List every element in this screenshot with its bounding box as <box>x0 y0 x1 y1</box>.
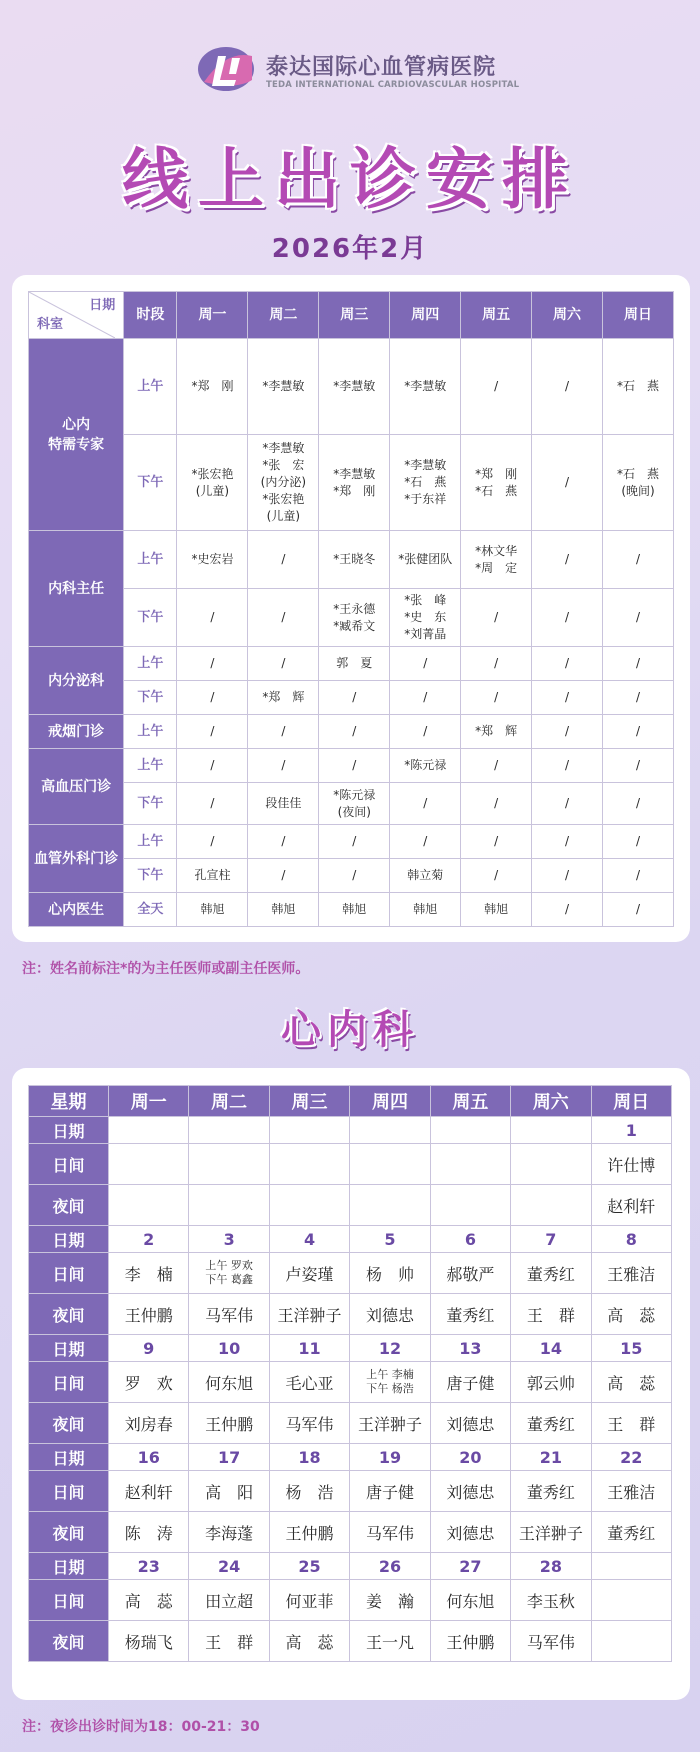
table-row <box>29 749 674 783</box>
schedule-cell: *王晓冬 <box>319 531 390 589</box>
date-cell: 3 <box>189 1226 269 1253</box>
schedule-cell: *李慧敏 *张 宏 (内分泌) *张宏艳 (儿童) <box>248 435 319 531</box>
night-shift-cell: 王仲鹏 <box>109 1294 189 1335</box>
department-label: 内科主任 <box>29 531 124 647</box>
schedule-cell: / <box>461 589 532 647</box>
hospital-logo-icon <box>196 44 260 94</box>
schedule-cell: *张 峰 *史 东 *刘菁晶 <box>390 589 461 647</box>
day-shift-row <box>29 1362 672 1403</box>
schedule-cell: / <box>603 681 674 715</box>
schedule-cell: / <box>532 859 603 893</box>
date-cell: 19 <box>350 1444 430 1471</box>
cardiology-calendar-table <box>28 1085 672 1662</box>
night-shift-cell: 王一凡 <box>350 1621 430 1662</box>
schedule-cell: 郭 夏 <box>319 647 390 681</box>
schedule-cell: / <box>177 589 248 647</box>
schedule-cell: / <box>319 681 390 715</box>
schedule-cell: / <box>177 647 248 681</box>
night-shift-label: 夜间 <box>29 1294 109 1335</box>
date-cell: 17 <box>189 1444 269 1471</box>
time-slot-label: 上午 <box>124 531 177 589</box>
department-label: 内分泌科 <box>29 647 124 715</box>
date-cell: 20 <box>430 1444 510 1471</box>
date-label: 日期 <box>29 1226 109 1253</box>
night-shift-cell: 王洋翀子 <box>511 1512 591 1553</box>
day-shift-row <box>29 1471 672 1512</box>
day-shift-label: 日间 <box>29 1580 109 1621</box>
date-row <box>29 1444 672 1471</box>
day-shift-cell: 郝敬严 <box>430 1253 510 1294</box>
date-cell: 18 <box>269 1444 349 1471</box>
schedule-cell: / <box>532 647 603 681</box>
schedule-cell: / <box>248 647 319 681</box>
date-row <box>29 1226 672 1253</box>
night-shift-cell: 王 群 <box>189 1621 269 1662</box>
table-corner-header <box>29 292 124 339</box>
table-row <box>29 647 674 681</box>
schedule-cell: / <box>603 531 674 589</box>
time-slot-label: 全天 <box>124 893 177 927</box>
day-shift-cell: 田立超 <box>189 1580 269 1621</box>
night-shift-cell: 杨瑞飞 <box>109 1621 189 1662</box>
schedule-cell: 孔宣柱 <box>177 859 248 893</box>
schedule-cell: / <box>177 715 248 749</box>
night-shift-cell: 高 蕊 <box>591 1294 671 1335</box>
schedule-cell: / <box>177 681 248 715</box>
day-shift-cell: 杨 帅 <box>350 1253 430 1294</box>
day-shift-cell: 李 楠 <box>109 1253 189 1294</box>
date-cell: 4 <box>269 1226 349 1253</box>
table-row <box>29 893 674 927</box>
date-cell: 24 <box>189 1553 269 1580</box>
night-shift-cell: 王洋翀子 <box>350 1403 430 1444</box>
schedule-cell: *郑 辉 <box>461 715 532 749</box>
day-shift-cell: 高 蕊 <box>591 1362 671 1403</box>
day-shift-row <box>29 1144 672 1185</box>
day-shift-cell: 何亚菲 <box>269 1580 349 1621</box>
date-cell <box>511 1117 591 1144</box>
night-shift-cell: 王 群 <box>511 1294 591 1335</box>
footnote-chief-physician: 注：姓名前标注*的为主任医师或副主任医师。 <box>22 961 310 977</box>
column-header-wed: 周三 <box>269 1086 349 1117</box>
schedule-cell: / <box>603 647 674 681</box>
day-shift-cell: 上午 李楠 下午 杨浩 <box>350 1362 430 1403</box>
night-shift-cell <box>189 1185 269 1226</box>
schedule-cell: *李慧敏 <box>390 339 461 435</box>
day-shift-cell: 何东旭 <box>189 1362 269 1403</box>
day-shift-cell: 姜 瀚 <box>350 1580 430 1621</box>
day-shift-cell <box>350 1144 430 1185</box>
schedule-cell: / <box>177 783 248 825</box>
day-shift-cell: 刘德忠 <box>430 1471 510 1512</box>
schedule-cell: 韩旭 <box>390 893 461 927</box>
schedule-cell: / <box>603 825 674 859</box>
department-label: 戒烟门诊 <box>29 715 124 749</box>
day-shift-cell: 卢姿瑾 <box>269 1253 349 1294</box>
day-shift-cell: 郭云帅 <box>511 1362 591 1403</box>
hospital-name-cn: 泰达国际心血管病医院 <box>266 55 497 80</box>
time-slot-label: 下午 <box>124 589 177 647</box>
night-shift-cell <box>430 1185 510 1226</box>
night-shift-cell: 马军伟 <box>350 1512 430 1553</box>
date-label: 日期 <box>29 1117 109 1144</box>
date-cell: 16 <box>109 1444 189 1471</box>
outpatient-schedule-card <box>12 275 690 942</box>
table-row <box>29 681 674 715</box>
time-slot-label: 上午 <box>124 339 177 435</box>
night-shift-cell: 陈 涛 <box>109 1512 189 1553</box>
day-shift-cell: 上午 罗欢 下午 葛鑫 <box>189 1253 269 1294</box>
schedule-cell: / <box>461 749 532 783</box>
night-shift-cell: 董秀红 <box>511 1403 591 1444</box>
schedule-cell: / <box>390 825 461 859</box>
day-shift-cell: 唐子健 <box>350 1471 430 1512</box>
schedule-cell: / <box>177 825 248 859</box>
date-cell <box>189 1117 269 1144</box>
date-cell: 10 <box>189 1335 269 1362</box>
table-row <box>29 859 674 893</box>
night-shift-cell: 刘德忠 <box>430 1512 510 1553</box>
schedule-cell: / <box>248 825 319 859</box>
schedule-cell: *石 燕 (晚间) <box>603 435 674 531</box>
schedule-cell: / <box>390 715 461 749</box>
date-label: 日期 <box>29 1335 109 1362</box>
schedule-cell: *王永德 *臧希文 <box>319 589 390 647</box>
date-cell: 23 <box>109 1553 189 1580</box>
day-shift-cell: 董秀红 <box>511 1253 591 1294</box>
date-cell: 8 <box>591 1226 671 1253</box>
date-cell: 26 <box>350 1553 430 1580</box>
schedule-cell: *郑 刚 *石 燕 <box>461 435 532 531</box>
schedule-cell: *郑 辉 <box>248 681 319 715</box>
schedule-cell: / <box>248 589 319 647</box>
date-cell: 14 <box>511 1335 591 1362</box>
date-row <box>29 1117 672 1144</box>
column-header-mon: 周一 <box>177 292 248 339</box>
day-shift-cell: 王雅洁 <box>591 1471 671 1512</box>
day-shift-row <box>29 1253 672 1294</box>
time-slot-label: 下午 <box>124 859 177 893</box>
day-shift-cell: 唐子健 <box>430 1362 510 1403</box>
schedule-cell: / <box>603 589 674 647</box>
schedule-cell: / <box>532 893 603 927</box>
date-cell <box>109 1117 189 1144</box>
corner-dept-label: 科室 <box>37 317 64 332</box>
night-shift-cell: 李海蓬 <box>189 1512 269 1553</box>
column-header-slot: 时段 <box>124 292 177 339</box>
schedule-cell: 段佳佳 <box>248 783 319 825</box>
time-slot-label: 下午 <box>124 783 177 825</box>
night-shift-cell: 刘德忠 <box>350 1294 430 1335</box>
night-shift-cell: 王仲鹏 <box>189 1403 269 1444</box>
schedule-cell: / <box>461 783 532 825</box>
date-cell: 12 <box>350 1335 430 1362</box>
night-shift-cell: 刘德忠 <box>430 1403 510 1444</box>
column-header-sun: 周日 <box>603 292 674 339</box>
schedule-cell: / <box>248 715 319 749</box>
time-slot-label: 上午 <box>124 825 177 859</box>
night-shift-row <box>29 1294 672 1335</box>
schedule-cell: / <box>603 859 674 893</box>
schedule-cell: *陈元禄 (夜间) <box>319 783 390 825</box>
date-cell: 11 <box>269 1335 349 1362</box>
day-shift-cell: 杨 浩 <box>269 1471 349 1512</box>
department-label: 心内医生 <box>29 893 124 927</box>
page-header <box>0 0 700 264</box>
night-shift-cell: 马军伟 <box>511 1621 591 1662</box>
night-shift-cell <box>109 1185 189 1226</box>
column-header-sun: 周日 <box>591 1086 671 1117</box>
column-header-fri: 周五 <box>461 292 532 339</box>
schedule-cell: / <box>319 825 390 859</box>
schedule-cell: 韩旭 <box>248 893 319 927</box>
day-shift-row <box>29 1580 672 1621</box>
schedule-cell: / <box>461 339 532 435</box>
date-cell <box>591 1553 671 1580</box>
column-header-tue: 周二 <box>189 1086 269 1117</box>
date-cell: 15 <box>591 1335 671 1362</box>
column-header-weekday-label: 星期 <box>29 1086 109 1117</box>
date-row <box>29 1553 672 1580</box>
night-shift-cell: 董秀红 <box>430 1294 510 1335</box>
department-label: 高血压门诊 <box>29 749 124 825</box>
night-shift-cell: 王仲鹏 <box>269 1512 349 1553</box>
time-slot-label: 下午 <box>124 435 177 531</box>
schedule-cell: / <box>603 783 674 825</box>
night-shift-cell <box>591 1621 671 1662</box>
night-shift-cell: 刘房春 <box>109 1403 189 1444</box>
corner-date-label: 日期 <box>89 298 116 313</box>
day-shift-cell: 许仕博 <box>591 1144 671 1185</box>
day-shift-cell <box>109 1144 189 1185</box>
time-slot-label: 上午 <box>124 647 177 681</box>
column-header-tue: 周二 <box>248 292 319 339</box>
date-cell <box>350 1117 430 1144</box>
day-shift-cell: 赵利轩 <box>109 1471 189 1512</box>
table-row <box>29 783 674 825</box>
night-shift-cell <box>350 1185 430 1226</box>
day-shift-cell: 毛心亚 <box>269 1362 349 1403</box>
schedule-cell: / <box>390 783 461 825</box>
date-row <box>29 1335 672 1362</box>
day-shift-cell: 高 蕊 <box>109 1580 189 1621</box>
day-shift-cell <box>511 1144 591 1185</box>
column-header-thu: 周四 <box>390 292 461 339</box>
table-row <box>29 531 674 589</box>
day-shift-label: 日间 <box>29 1144 109 1185</box>
night-shift-cell: 马军伟 <box>269 1403 349 1444</box>
time-slot-label: 上午 <box>124 715 177 749</box>
cardiology-schedule-card <box>12 1068 690 1700</box>
day-shift-label: 日间 <box>29 1253 109 1294</box>
day-shift-label: 日间 <box>29 1362 109 1403</box>
schedule-cell: *李慧敏 *石 燕 *于东祥 <box>390 435 461 531</box>
date-cell: 6 <box>430 1226 510 1253</box>
column-header-fri: 周五 <box>430 1086 510 1117</box>
schedule-cell: / <box>532 681 603 715</box>
night-shift-cell: 高 蕊 <box>269 1621 349 1662</box>
schedule-cell: *张宏艳 (儿童) <box>177 435 248 531</box>
footnote-night-hours: 注：夜诊出诊时间为18：00-21：30 <box>22 1719 260 1735</box>
column-header-thu: 周四 <box>350 1086 430 1117</box>
date-cell: 7 <box>511 1226 591 1253</box>
table-row <box>29 589 674 647</box>
schedule-cell: / <box>603 893 674 927</box>
date-cell: 1 <box>591 1117 671 1144</box>
schedule-cell: / <box>248 531 319 589</box>
date-cell: 28 <box>511 1553 591 1580</box>
date-cell: 2 <box>109 1226 189 1253</box>
night-shift-cell: 王仲鹏 <box>430 1621 510 1662</box>
section-title-cardiology: 心内科 <box>281 1007 419 1053</box>
schedule-cell: / <box>248 749 319 783</box>
day-shift-cell: 董秀红 <box>511 1471 591 1512</box>
day-shift-cell <box>189 1144 269 1185</box>
date-cell <box>430 1117 510 1144</box>
schedule-cell: / <box>532 783 603 825</box>
night-shift-row <box>29 1403 672 1444</box>
schedule-cell: / <box>319 749 390 783</box>
date-cell: 21 <box>511 1444 591 1471</box>
schedule-cell: / <box>603 749 674 783</box>
day-shift-cell: 何东旭 <box>430 1580 510 1621</box>
night-shift-cell: 赵利轩 <box>591 1185 671 1226</box>
schedule-cell: *张健团队 <box>390 531 461 589</box>
schedule-cell: / <box>532 715 603 749</box>
schedule-cell: / <box>461 681 532 715</box>
schedule-cell: 韩立菊 <box>390 859 461 893</box>
date-cell: 27 <box>430 1553 510 1580</box>
schedule-cell: *李慧敏 <box>248 339 319 435</box>
column-header-sat: 周六 <box>532 292 603 339</box>
schedule-cell: *李慧敏 *郑 刚 <box>319 435 390 531</box>
schedule-cell: *林文华 *周 定 <box>461 531 532 589</box>
night-shift-label: 夜间 <box>29 1621 109 1662</box>
schedule-cell: / <box>248 859 319 893</box>
day-shift-cell: 罗 欢 <box>109 1362 189 1403</box>
night-shift-label: 夜间 <box>29 1403 109 1444</box>
table-row <box>29 435 674 531</box>
night-shift-row <box>29 1621 672 1662</box>
schedule-cell: / <box>319 859 390 893</box>
date-cell: 9 <box>109 1335 189 1362</box>
schedule-cell: / <box>532 339 603 435</box>
schedule-cell: / <box>532 531 603 589</box>
day-shift-cell <box>269 1144 349 1185</box>
schedule-cell: *史宏岩 <box>177 531 248 589</box>
day-shift-label: 日间 <box>29 1471 109 1512</box>
schedule-cell: / <box>532 825 603 859</box>
schedule-cell: / <box>461 859 532 893</box>
night-shift-cell: 董秀红 <box>591 1512 671 1553</box>
night-shift-cell <box>269 1185 349 1226</box>
table-row <box>29 715 674 749</box>
schedule-cell: *李慧敏 <box>319 339 390 435</box>
night-shift-cell <box>511 1185 591 1226</box>
night-shift-row <box>29 1185 672 1226</box>
date-cell <box>269 1117 349 1144</box>
date-label: 日期 <box>29 1444 109 1471</box>
department-label: 心内 特需专家 <box>29 339 124 531</box>
schedule-cell: 韩旭 <box>319 893 390 927</box>
date-cell: 5 <box>350 1226 430 1253</box>
night-shift-label: 夜间 <box>29 1185 109 1226</box>
time-slot-label: 上午 <box>124 749 177 783</box>
day-shift-cell: 高 阳 <box>189 1471 269 1512</box>
day-shift-cell: 李玉秋 <box>511 1580 591 1621</box>
night-shift-label: 夜间 <box>29 1512 109 1553</box>
schedule-cell: / <box>603 715 674 749</box>
schedule-cell: / <box>461 825 532 859</box>
schedule-cell: / <box>461 647 532 681</box>
hospital-name-en: TEDA INTERNATIONAL CARDIOVASCULAR HOSPITAL <box>266 80 520 90</box>
schedule-month: 2026年2月 <box>271 234 429 264</box>
column-header-sat: 周六 <box>511 1086 591 1117</box>
schedule-cell: 韩旭 <box>461 893 532 927</box>
outpatient-schedule-table <box>28 291 674 927</box>
day-shift-cell <box>591 1580 671 1621</box>
table-row <box>29 339 674 435</box>
schedule-cell: *石 燕 <box>603 339 674 435</box>
time-slot-label: 下午 <box>124 681 177 715</box>
night-shift-cell: 王 群 <box>591 1403 671 1444</box>
schedule-cell: / <box>390 647 461 681</box>
column-header-wed: 周三 <box>319 292 390 339</box>
schedule-cell: *陈元禄 <box>390 749 461 783</box>
day-shift-cell: 王雅洁 <box>591 1253 671 1294</box>
schedule-cell: 韩旭 <box>177 893 248 927</box>
page-title: 线上出诊安排 <box>122 141 578 218</box>
day-shift-cell <box>430 1144 510 1185</box>
schedule-cell: / <box>532 435 603 531</box>
department-label: 血管外科门诊 <box>29 825 124 893</box>
night-shift-cell: 马军伟 <box>189 1294 269 1335</box>
schedule-cell: / <box>390 681 461 715</box>
date-cell: 22 <box>591 1444 671 1471</box>
schedule-cell: / <box>532 749 603 783</box>
night-shift-cell: 王洋翀子 <box>269 1294 349 1335</box>
table-row <box>29 825 674 859</box>
date-label: 日期 <box>29 1553 109 1580</box>
schedule-cell: / <box>177 749 248 783</box>
schedule-cell: / <box>319 715 390 749</box>
night-shift-row <box>29 1512 672 1553</box>
schedule-cell: *郑 刚 <box>177 339 248 435</box>
date-cell: 13 <box>430 1335 510 1362</box>
schedule-cell: / <box>532 589 603 647</box>
date-cell: 25 <box>269 1553 349 1580</box>
column-header-mon: 周一 <box>109 1086 189 1117</box>
